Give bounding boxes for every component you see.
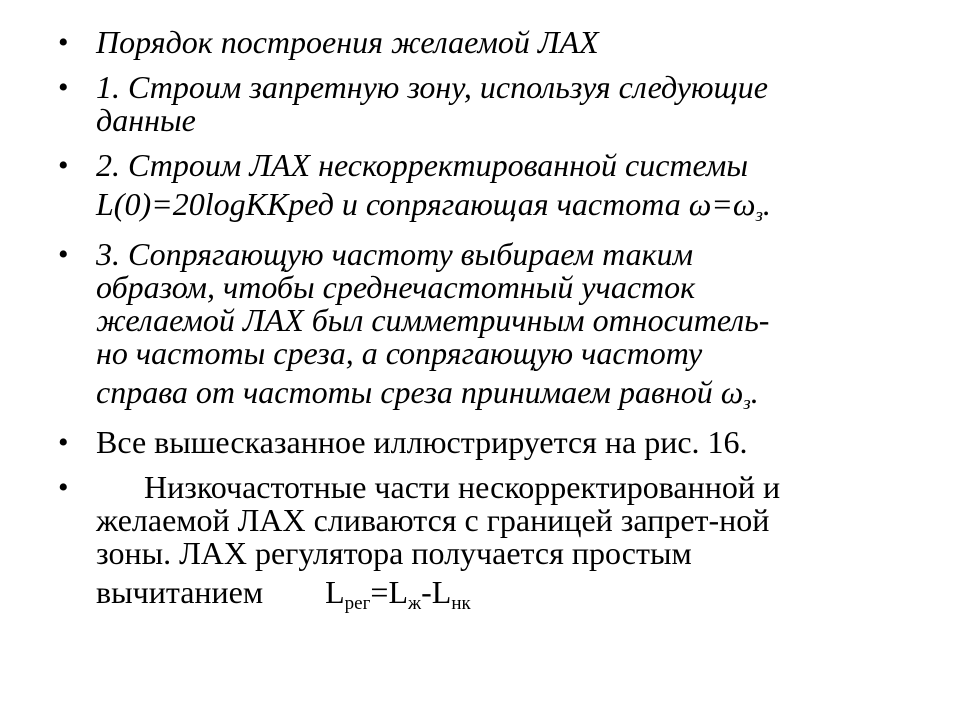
bullet-list bbox=[58, 26, 918, 626]
bullet-dot: • bbox=[58, 238, 69, 271]
bullet-dot: • bbox=[58, 71, 69, 104]
bullet-item-step-1 bbox=[58, 71, 918, 137]
bullet-dot: • bbox=[58, 149, 69, 182]
bullet-text: данные bbox=[96, 102, 196, 138]
bullet-text: L(0)=20logKKред и сопрягающая частота ω=ω bbox=[96, 186, 756, 222]
bullet-text: 1. Строим запретную зону, используя следующие bbox=[96, 69, 768, 105]
bullet-text: 2. Строим ЛАХ нескорректированной системы bbox=[96, 147, 748, 183]
bullet-text: . bbox=[750, 374, 759, 410]
bullet-text: . bbox=[762, 186, 771, 222]
bullet-formula-line bbox=[96, 182, 918, 226]
subscript: ж bbox=[407, 593, 422, 614]
subscript: рег bbox=[344, 593, 371, 614]
bullet-text: желаемой ЛАХ сливаются с границей запрет-ной bbox=[96, 502, 770, 538]
bullet-item-heading bbox=[58, 26, 918, 59]
bullet-text-first bbox=[96, 471, 918, 504]
bullet-text: образом, чтобы среднечастотный участок bbox=[96, 269, 696, 305]
bullet-text: справа от частоты среза принимаем равной ω bbox=[96, 374, 744, 410]
bullet-text: желаемой ЛАХ был симметричным относитель- bbox=[96, 302, 770, 338]
bullet-text: но частоты среза, а сопрягающую частоту bbox=[96, 335, 703, 371]
bullet-text: Порядок построения желаемой ЛАХ bbox=[96, 24, 599, 60]
formula-prefix: вычитанием bbox=[96, 574, 264, 610]
bullet-formula-line bbox=[96, 370, 918, 414]
bullet-text: Низкочастотные части нескорректированной и bbox=[144, 469, 781, 505]
formula-part: -L bbox=[421, 574, 452, 610]
formula-part: =L bbox=[370, 574, 408, 610]
bullet-item-illustration bbox=[58, 426, 918, 459]
bullet-item-conclusion bbox=[58, 471, 918, 614]
bullet-dot: • bbox=[58, 426, 69, 459]
bullet-item-step-2 bbox=[58, 149, 918, 226]
formula-line bbox=[96, 570, 918, 614]
bullet-dot: • bbox=[58, 26, 69, 59]
bullet-text: зоны. ЛАХ регулятора получается простым bbox=[96, 535, 692, 571]
bullet-text: 3. Сопрягающую частоту выбираем таким bbox=[96, 236, 694, 272]
bullet-dot: • bbox=[58, 471, 69, 504]
bullet-item-step-3 bbox=[58, 238, 918, 414]
subscript: нк bbox=[451, 593, 471, 614]
subscript: з bbox=[743, 393, 751, 414]
formula-part: L bbox=[325, 574, 345, 610]
subscript: з bbox=[755, 205, 763, 226]
bullet-text: Все вышесказанное иллюстрируется на рис. 16. bbox=[96, 424, 748, 460]
